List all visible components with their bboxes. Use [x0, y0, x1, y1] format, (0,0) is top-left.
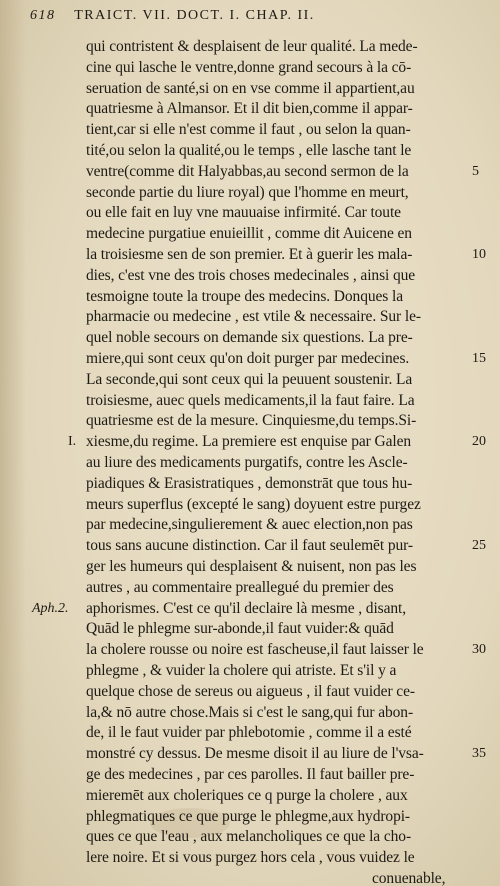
text-line: ques ce que l'eau , aux melancholiques ce que la cho- [86, 828, 412, 845]
line-number-marker: 5 [472, 164, 479, 179]
text-line: phlegme , & vuider la cholere qui atriste. Et s'il y a [86, 662, 397, 679]
text-line: mieremēt aux choleriques ce q purge la cholere , aux [86, 787, 408, 804]
margin-reference: I. [68, 434, 77, 449]
text-line: au liure des medicaments purgatifs, contre les Ascle- [86, 454, 408, 471]
text-line: aphorismes. C'est ce qu'il declaire là mesme , disant, [86, 600, 406, 617]
text-line: pharmacie ou medecine , est vtile & necessaire. Sur le- [86, 308, 421, 325]
text-line: quatriesme est de la mesure. Cinquiesme,du temps.Si- [86, 412, 417, 429]
text-line: miere,qui sont ceux qu'on doit purger par medecines. [86, 350, 410, 367]
text-line: phlegmatiques ce que purge le phlegme,aux hydropi- [86, 808, 410, 825]
text-line: tous sans aucune distinction. Car il faut seulemēt pur- [86, 537, 413, 554]
text-line: xiesme,du regime. La premiere est enquise par Galen [86, 433, 412, 450]
line-number-marker: 15 [472, 351, 486, 366]
text-line: ventre(comme dit Halyabbas,au second sermon de la [86, 163, 409, 180]
page-number: 618 [30, 8, 56, 23]
text-line: quelque chose de sereus ou aigueus , il faut vuider ce- [86, 683, 415, 700]
text-line: par medecine,singulierement & auec election,non pas [86, 516, 413, 533]
text-line: conuenable, [372, 870, 446, 886]
text-line: meurs superflus (excepté le sang) doyuent estre purgez [86, 496, 421, 513]
text-line: tesmoigne toute la troupe des medecins. Donques la [86, 288, 403, 305]
text-line: piadiques & Erasistratiques , demonstrāt que tous hu- [86, 475, 413, 492]
text-line: troisiesme, auec quels medicaments,il la faut faire. La [86, 392, 415, 409]
text-line: monstré cy dessus. De mesme disoit il au liure de l'vsa- [86, 745, 424, 762]
text-line: de, il le faut vuider par phlebotomie , comme il a esté [86, 724, 412, 741]
text-line: lere noire. Et si vous purgez hors cela , vous vuidez le [86, 849, 415, 866]
text-line: seruation de santé,si on en vse comme il appartient,au [86, 80, 415, 97]
text-line: medecine purgatiue enuieillit , comme dit Auicene en [86, 225, 412, 242]
text-line: tient,car si elle n'est comme il faut , ou selon la quan- [86, 121, 411, 138]
text-line: ge des medecines , par ces parolles. Il faut bailler pre- [86, 766, 415, 783]
text-line: La seconde,qui sont ceux qui la peuuent soustenir. La [86, 371, 413, 388]
text-line: autres , au commentaire preallegué du premier des [86, 579, 394, 596]
text-line: ger les humeurs qui desplaisent & nuisent, non pas les [86, 558, 417, 575]
text-line: la,& nō autre chose.Mais si c'est le sang,qui fur abon- [86, 704, 414, 721]
text-line: quel noble secours on demande six questions. La pre- [86, 329, 413, 346]
text-line: la cholere rousse ou noire est fascheuse,il faut laisser le [86, 641, 424, 658]
line-number-marker: 20 [472, 434, 486, 449]
text-line: dies, c'est vne des trois choses medecinales , ainsi que [86, 267, 416, 284]
line-number-marker: 25 [472, 538, 486, 553]
line-number-marker: 30 [472, 642, 486, 657]
text-line: la troisiesme sen de son premier. Et à guerir les mala- [86, 246, 413, 263]
line-number-marker: 10 [472, 247, 486, 262]
text-line: qui contristent & desplaisent de leur qualité. La mede- [86, 38, 418, 55]
margin-reference: Aph.2. [32, 601, 69, 616]
line-number-marker: 35 [472, 746, 486, 761]
text-line: cine qui lasche le ventre,donne grand secours à la cō- [86, 59, 412, 76]
text-line: Quād le phlegme sur-abonde,il faut vuider:& quād [86, 620, 394, 637]
text-line: tité,ou selon la qualité,ou le temps , elle lasche tant le [86, 142, 412, 159]
text-line: quatriesme à Almansor. Et il dit bien,comme il appar- [86, 100, 413, 117]
text-line: seconde partie du liure royal) que l'homme en meurt, [86, 184, 409, 201]
text-line: ou elle fait en luy vne mauuaise infirmité. Car toute [86, 204, 401, 221]
running-title: TRAICT. VII. DOCT. I. CHAP. II. [74, 8, 315, 23]
